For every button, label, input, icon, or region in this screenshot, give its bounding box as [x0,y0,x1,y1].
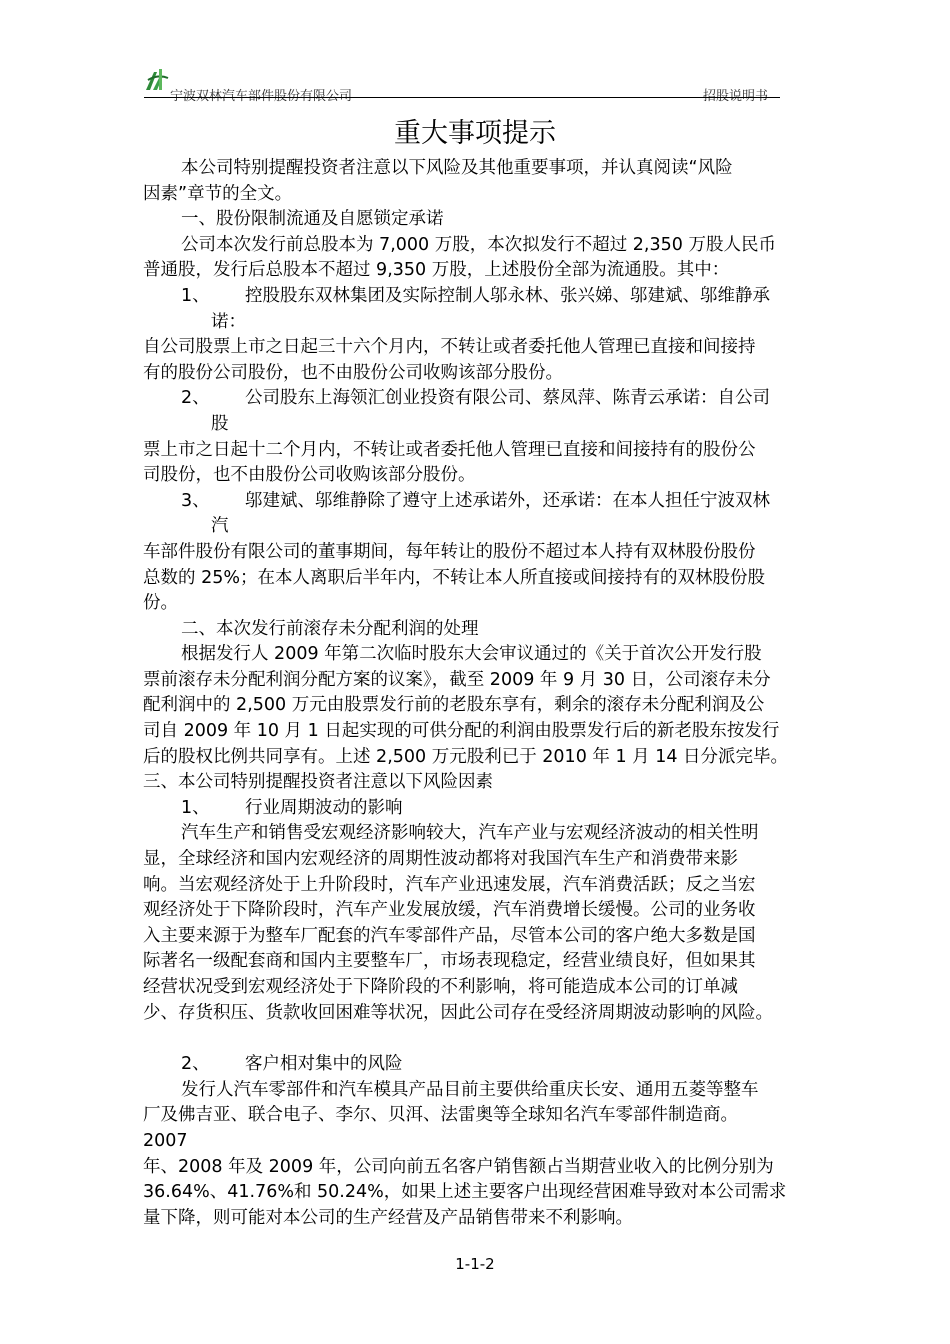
page-number: 1-1-2 [455,1255,495,1273]
section-heading: 三、本公司特别提醒投资者注意以下风险因素 [143,772,493,793]
numbered-item [143,489,833,515]
paragraph-line: 36.64%、41.76%和 50.24%，如果上述主要客户出现经营困难导致对本公司需求 [143,1182,787,1203]
item-text: 客户相对集中的风险 [245,1054,403,1075]
paragraph-line: 本公司特别提醒投资者注意以下风险及其他重要事项，并认真阅读“风险 [181,158,733,178]
item-number: 3、 [181,490,210,511]
paragraph-line: 配利润中的 2,500 万元由股票发行前的老股东享有，剩余的滚存未分配利润及公 [143,695,765,716]
company-logo-icon [144,66,170,92]
item-text: 公司股东上海领汇创业投资有限公司、蔡凤萍、陈青云承诺：自公司 [245,388,770,409]
paragraph-line: 公司本次发行前总股本为 7,000 万股，本次拟发行不超过 2,350 万股人民币 [181,234,776,255]
section-heading: 一、股份限制流通及自愿锁定承诺 [181,209,444,230]
paragraph-line: 根据发行人 2009 年第二次临时股东大会审议通过的《关于首次公开发行股 [181,644,762,665]
paragraph-line: 股 [211,413,229,434]
paragraph-line: 显，全球经济和国内宏观经济的周期性波动都将对我国汽车生产和消费带来影 [143,849,738,870]
item-text: 控股股东双林集团及实际控制人邬永林、张兴娣、邬建斌、邬维静承 [245,285,770,306]
numbered-item [143,284,833,310]
item-number: 2、 [181,388,210,409]
body-text [143,156,833,1231]
paragraph-line: 因素”章节的全文。 [143,183,293,204]
paragraph-line: 量下降，则可能对本公司的生产经营及产品销售带来不利影响。 [143,1207,633,1228]
paragraph-line: 份。 [143,593,178,614]
paragraph-line: 普通股，发行后总股本不超过 9,350 万股，上述股份全部为流通股。其中： [143,260,730,281]
numbered-item [143,386,833,412]
paragraph-line: 2007 [143,1130,188,1151]
paragraph-line: 车部件股份有限公司的董事期间，每年转让的股份不超过本人持有双林股份股份 [143,541,756,562]
paragraph-line: 有的股份公司股份，也不由股份公司收购该部分股份。 [143,362,563,383]
paragraph-line: 司股份，也不由股份公司收购该部分股份。 [143,465,476,486]
numbered-item [143,796,833,822]
paragraph-line: 厂及佛吉亚、联合电子、李尔、贝洱、法雷奥等全球知名汽车零部件制造商。 [143,1105,738,1126]
page-title: 重大事项提示 [394,118,556,149]
header-company-name: 宁波双林汽车部件股份有限公司 [170,89,353,104]
paragraph-line: 经营状况受到宏观经济处于下降阶段的不利影响，将可能造成本公司的订单减 [143,977,738,997]
paragraph-line: 际著名一级配套商和国内主要整车厂，市场表现稳定，经营业绩良好，但如果其 [143,951,756,972]
paragraph-line: 响。当宏观经济处于上升阶段时，汽车产业迅速发展，汽车消费活跃；反之当宏 [143,874,756,895]
header-rule [144,97,780,98]
header-doc-type: 招股说明书 [702,89,768,104]
numbered-item [143,1052,833,1078]
paragraph-line: 少、存货积压、货款收回困难等状况，因此公司存在受经济周期波动影响的风险。 [143,1002,773,1023]
paragraph-gap [143,1026,833,1052]
paragraph-line: 总数的 25%；在本人离职后半年内，不转让本人所直接或间接持有的双林股份股 [143,567,765,588]
item-text: 行业周期波动的影响 [245,797,403,818]
paragraph-line: 司自 2009 年 10 月 1 日起实现的可供分配的利润由股票发行后的新老股东按发行 [143,721,780,742]
item-number: 1、 [181,285,210,306]
paragraph-line: 汽 [211,516,229,537]
paragraph-line: 票前滚存未分配利润分配方案的议案》，截至 2009 年 9 月 30 日，公司滚存未分 [143,669,771,690]
paragraph-line: 发行人汽车零部件和汽车模具产品目前主要供给重庆长安、通用五菱等整车 [181,1079,759,1100]
paragraph-line: 汽车生产和销售受宏观经济影响较大，汽车产业与宏观经济波动的相关性明 [181,823,759,844]
section-heading: 二、本次发行前滚存未分配利润的处理 [181,618,479,639]
paragraph-line: 观经济处于下降阶段时，汽车产业发展放缓，汽车消费增长缓慢。公司的业务收 [143,900,756,921]
item-number: 1、 [181,797,210,818]
paragraph-line: 票上市之日起十二个月内，不转让或者委托他人管理已直接和间接持有的股份公 [143,439,756,460]
paragraph-line: 入主要来源于为整车厂配套的汽车零部件产品，尽管本公司的客户绝大多数是国 [143,925,756,946]
item-text: 邬建斌、邬维静除了遵守上述承诺外，还承诺：在本人担任宁波双林 [245,490,770,511]
paragraph-line: 诺： [211,311,246,332]
paragraph-line: 后的股权比例共同享有。上述 2,500 万元股利已于 2010 年 1 月 14 日分派完毕。 [143,746,789,767]
paragraph-line: 年、2008 年及 2009 年，公司向前五名客户销售额占当期营业收入的比例分别为 [143,1156,774,1177]
page-header [140,64,780,104]
item-number: 2、 [181,1054,210,1075]
paragraph-line: 自公司股票上市之日起三十六个月内，不转让或者委托他人管理已直接和间接持 [143,337,756,358]
